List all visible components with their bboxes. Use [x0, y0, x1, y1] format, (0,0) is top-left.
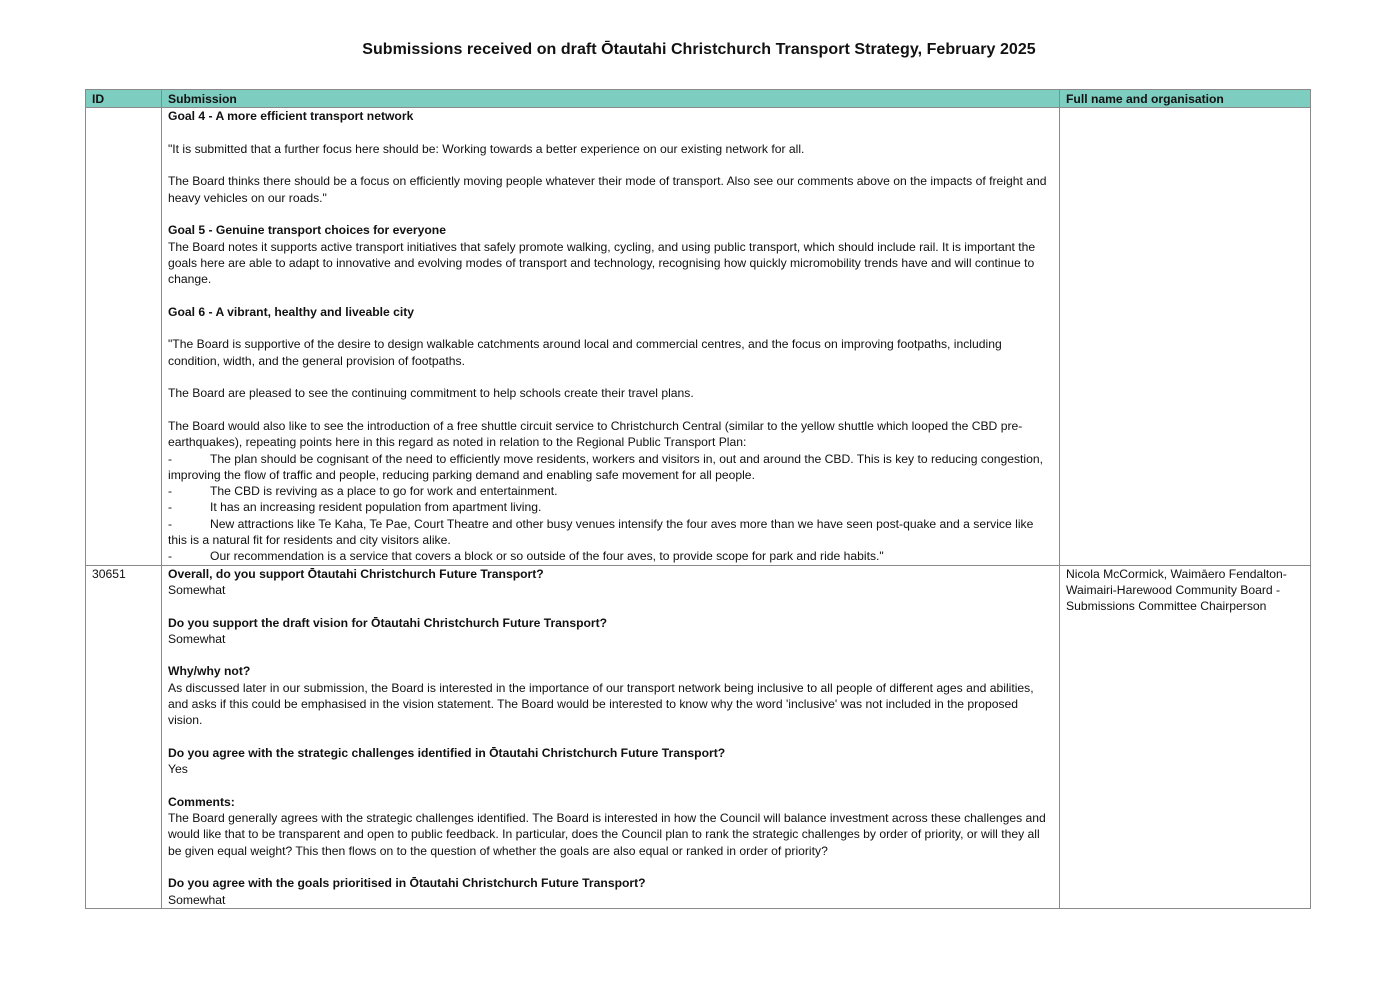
- goal-5-heading: Goal 5 - Genuine transport choices for everyone: [168, 223, 446, 238]
- answer-text: As discussed later in our submission, the Board is interested in the importance of our transport network being inclusive to all people of different ages and abilities, and asks if this could be emphasised in the vision statement. The Board would be interested to know why the word 'inclusive' was not included in the proposed vision.: [168, 680, 1034, 728]
- goal-5-paragraph: The Board notes it supports active transport initiatives that safely promote walking, cycling, and using public transport, which should include rail. It is important the goals here are able to adapt to innovative and evolving modes of transport and technology, recognising how quickly micromobility trends have and will continue to change.: [168, 239, 1036, 287]
- question-text: Do you agree with the goals prioritised in Ōtautahi Christchurch Future Transport?: [168, 876, 646, 891]
- bullet-item: - The CBD is reviving as a place to go for work and entertainment.: [168, 484, 558, 499]
- goal-6-paragraph: "The Board is supportive of the desire to design walkable catchments around local and commercial centres, and the focus on improving footpaths, including condition, width, and the general provision of footpaths.: [168, 337, 1002, 368]
- table-row: [86, 108, 1311, 565]
- page-title: Submissions received on draft Ōtautahi Christchurch Transport Strategy, February 2025: [362, 41, 1036, 58]
- question-text: Do you agree with the strategic challenges identified in Ōtautahi Christchurch Future Transport?: [168, 745, 726, 760]
- bullet-item: - New attractions like Te Kaha, Te Pae, Court Theatre and other busy venues intensify the four aves more than we have seen post-quake and a service like this is a natural fit for residents and city visitors alike.: [168, 516, 1034, 548]
- goal-4-heading: Goal 4 - A more efficient transport network: [168, 109, 414, 124]
- goal-4-paragraph: "It is submitted that a further focus here should be: Working towards a better experience on our existing network for all.: [168, 141, 805, 156]
- answer-text: Somewhat: [168, 892, 226, 907]
- submission-cell: [162, 565, 1060, 908]
- question-text: Why/why not?: [168, 664, 251, 679]
- bullet-item: - The plan should be cognisant of the need to efficiently move residents, workers and visitors in, out and around the CBD. This is key to reducing congestion, improving the flow of traffic and people, reducing parking demand and enabling safe movement for all people.: [168, 451, 1044, 482]
- row-id-cell: 30651: [86, 565, 162, 908]
- answer-text: Somewhat: [168, 631, 226, 646]
- question-text: Comments:: [168, 794, 235, 809]
- answer-text: The Board generally agrees with the strategic challenges identified. The Board is interested in how the Council will balance investment across these challenges and would like that to be transparent and open to public feedback. In particular, does the Council plan to rank the strategic challenges by order of priority, or will they all be given equal weight? This then flows on to the question of whether the goals are also equal or ranked in order of priority?: [168, 811, 1046, 858]
- table-row: [86, 565, 1311, 908]
- row-id-cell: [86, 108, 162, 565]
- table-header-row: [86, 90, 1311, 108]
- goal-6-paragraph: The Board would also like to see the introduction of a free shuttle circuit service to Christchurch Central (similar to the yellow shuttle which looped the CBD pre-earthquakes), repeating points here in this regard as noted in relation to the Regional Public Transport Plan:: [168, 418, 1023, 450]
- name-cell: [1060, 108, 1311, 565]
- bullet-item: - Our recommendation is a service that covers a block or so outside of the four aves, to provide scope for park and ride habits.": [168, 549, 884, 564]
- answer-text: Yes: [168, 762, 188, 777]
- answer-text: Somewhat: [168, 582, 226, 597]
- submission-cell: [162, 108, 1060, 565]
- question-text: Overall, do you support Ōtautahi Christchurch Future Transport?: [168, 566, 544, 581]
- name-cell: Nicola McCormick, Waimāero Fendalton-Waimairi-Harewood Community Board - Submissions Committee Chairperson: [1060, 565, 1311, 908]
- column-header-name: Full name and organisation: [1060, 90, 1311, 108]
- submissions-table: [85, 89, 1311, 909]
- question-text: Do you support the draft vision for Ōtautahi Christchurch Future Transport?: [168, 615, 608, 630]
- column-header-submission: Submission: [162, 90, 1060, 108]
- goal-6-heading: Goal 6 - A vibrant, healthy and liveable city: [168, 304, 415, 319]
- column-header-id: ID: [86, 90, 162, 108]
- goal-6-paragraph: The Board are pleased to see the continuing commitment to help schools create their travel plans.: [168, 386, 694, 401]
- goal-4-paragraph: The Board thinks there should be a focus on efficiently moving people whatever their mode of transport. Also see our comments above on the impacts of freight and heavy vehicles on our roads.": [168, 174, 1047, 205]
- bullet-item: - It has an increasing resident population from apartment living.: [168, 500, 542, 515]
